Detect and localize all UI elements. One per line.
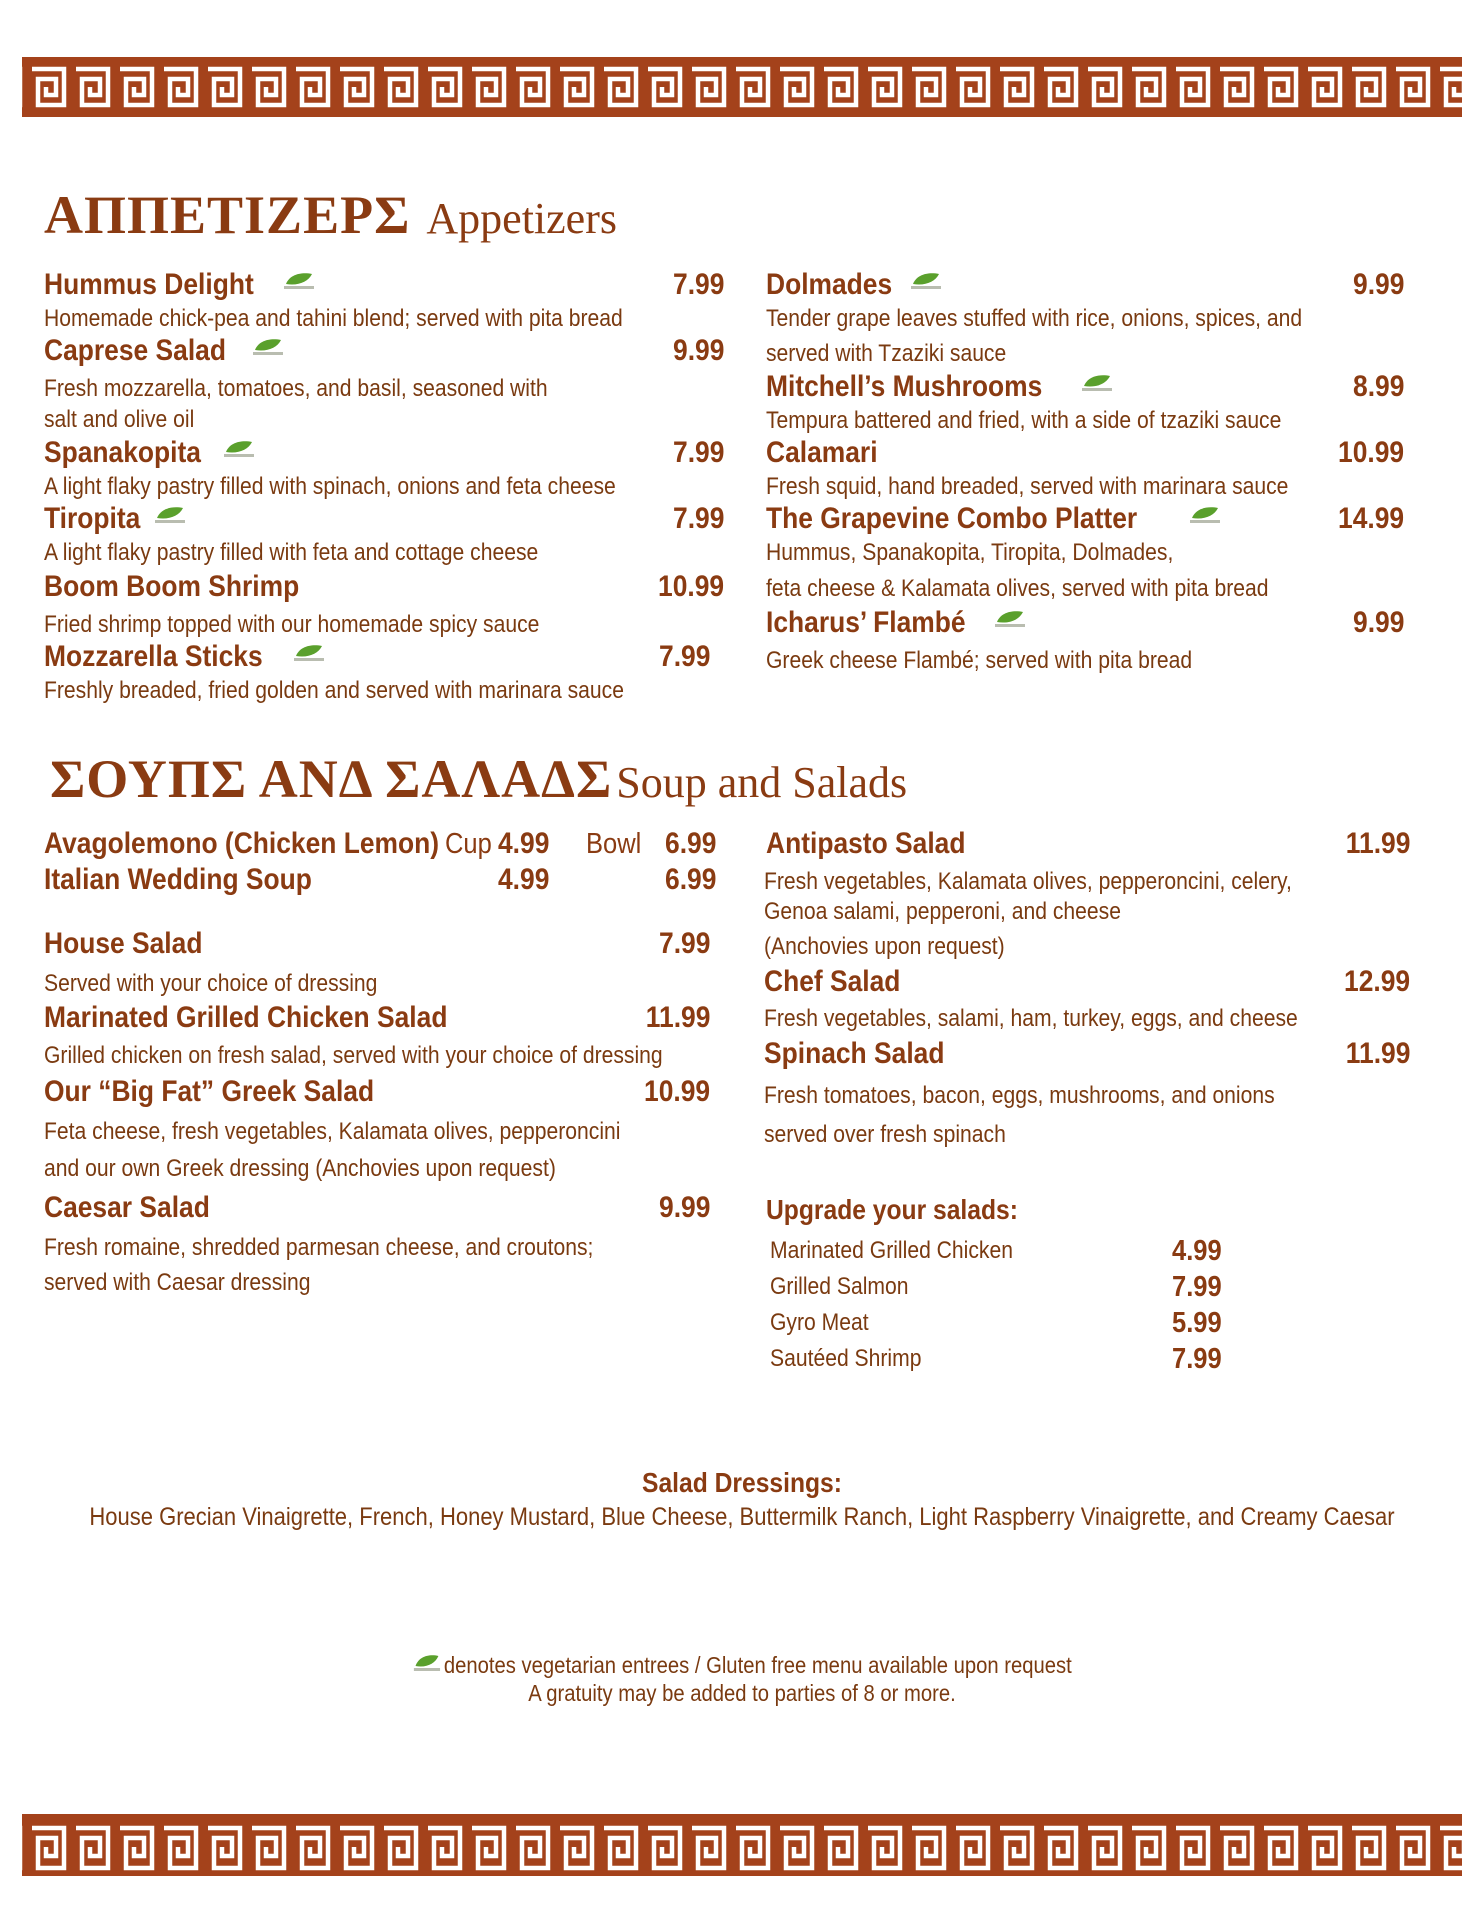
soups-salads-greek-title: ΣΟΥΠΣ ΑΝΔ ΣΑΛΑΔΣ bbox=[50, 749, 613, 809]
item-description: Tender grape leaves stuffed with rice, onions, spices, and bbox=[766, 305, 1303, 332]
item-price: 8.99 bbox=[1352, 370, 1404, 403]
menu-item bbox=[44, 436, 724, 502]
item-description: Greek cheese Flambé; served with pita bread bbox=[766, 647, 1193, 674]
item-description: A light flaky pastry filled with spinach, onions and feta cheese bbox=[44, 473, 616, 500]
leaf-icon bbox=[294, 644, 324, 662]
menu-item bbox=[44, 570, 724, 640]
item-description: Tempura battered and fried, with a side of tzaziki sauce bbox=[766, 407, 1282, 434]
greek-key-border-icon bbox=[22, 1814, 1462, 1876]
leaf-icon bbox=[253, 338, 283, 356]
item-price: 9.99 bbox=[672, 334, 724, 367]
cup-price: 4.99 bbox=[498, 827, 550, 860]
menu-item bbox=[44, 927, 716, 1001]
upgrade-title: Upgrade your salads: bbox=[766, 1194, 1018, 1225]
item-description: feta cheese & Kalamata olives, served with pita bread bbox=[766, 575, 1269, 602]
item-description: Fresh mozzarella, tomatoes, and basil, seasoned with bbox=[44, 375, 548, 402]
menu-item bbox=[44, 268, 724, 334]
menu-item bbox=[766, 502, 1404, 606]
item-name: Icharus’ Flambé bbox=[766, 606, 966, 639]
item-price: 11.99 bbox=[645, 1001, 710, 1034]
item-description: served with Tzaziki sauce bbox=[766, 340, 1007, 367]
item-description: served with Caesar dressing bbox=[44, 1269, 311, 1296]
menu-item bbox=[44, 502, 724, 570]
bowl-price: 6.99 bbox=[664, 863, 716, 896]
item-name: Mozzarella Sticks bbox=[44, 640, 263, 673]
item-price: 10.99 bbox=[1337, 436, 1404, 469]
item-name: Chef Salad bbox=[764, 965, 901, 998]
item-price: 9.99 bbox=[1352, 606, 1404, 639]
item-name: Antipasto Salad bbox=[766, 827, 966, 860]
item-name: Boom Boom Shrimp bbox=[44, 570, 300, 603]
item-price: 9.99 bbox=[1352, 268, 1404, 301]
greek-key-border-bottom bbox=[22, 1814, 1462, 1876]
upgrade-row bbox=[764, 1233, 1410, 1269]
item-name: The Grapevine Combo Platter bbox=[766, 502, 1138, 535]
item-name: Mitchell’s Mushrooms bbox=[766, 370, 1043, 403]
item-description: salt and olive oil bbox=[44, 406, 195, 433]
item-description: Served with your choice of dressing bbox=[44, 970, 378, 997]
menu-item bbox=[766, 370, 1404, 436]
upgrade-price: 5.99 bbox=[1172, 1307, 1222, 1339]
item-description: Fresh romaine, shredded parmesan cheese, and croutons; bbox=[44, 1234, 594, 1261]
item-description: Grilled chicken on fresh salad, served with your choice of dressing bbox=[44, 1042, 663, 1069]
item-price: 7.99 bbox=[658, 640, 710, 673]
leaf-icon bbox=[414, 1654, 440, 1672]
item-description: Freshly breaded, fried golden and served with marinara sauce bbox=[44, 677, 624, 704]
soups-salads-right-column bbox=[764, 827, 1410, 1377]
appetizers-greek-title: ΑΠΠΕΤΙΖΕΡΣ bbox=[44, 185, 411, 245]
menu-item bbox=[766, 606, 1404, 672]
leaf-icon bbox=[1082, 374, 1112, 392]
upgrade-salads bbox=[764, 1193, 1410, 1377]
item-description: Hummus, Spanakopita, Tiropita, Dolmades, bbox=[766, 539, 1174, 566]
upgrade-price: 4.99 bbox=[1172, 1235, 1222, 1267]
menu-item bbox=[766, 268, 1404, 370]
greek-key-border-top bbox=[22, 57, 1462, 117]
veg-note-line bbox=[89, 1650, 1395, 1680]
item-price: 14.99 bbox=[1337, 502, 1404, 535]
cup-label: Cup bbox=[445, 828, 492, 860]
item-description: Genoa salami, pepperoni, and cheese bbox=[764, 898, 1121, 925]
item-price: 12.99 bbox=[1343, 965, 1410, 998]
gratuity-note: A gratuity may be added to parties of 8 or more. bbox=[528, 1680, 956, 1706]
item-name: Dolmades bbox=[766, 268, 893, 301]
footer-notes bbox=[0, 1650, 1484, 1706]
item-price: 11.99 bbox=[1345, 827, 1410, 860]
item-name: House Salad bbox=[44, 927, 203, 960]
greek-key-border-icon bbox=[22, 57, 1462, 117]
item-price: 7.99 bbox=[672, 268, 724, 301]
item-description: served over fresh spinach bbox=[764, 1121, 1006, 1148]
item-description: Feta cheese, fresh vegetables, Kalamata olives, pepperoncini bbox=[44, 1118, 621, 1145]
leaf-icon bbox=[155, 506, 185, 524]
item-description: Fresh tomatoes, bacon, eggs, mushrooms, and onions bbox=[764, 1082, 1275, 1109]
soup-name: Avagolemono (Chicken Lemon) bbox=[44, 827, 440, 860]
item-name: Spanakopita bbox=[44, 436, 201, 469]
item-name: Caesar Salad bbox=[44, 1191, 210, 1224]
item-price: 7.99 bbox=[672, 436, 724, 469]
appetizers-right-column bbox=[766, 268, 1404, 672]
item-description: Fried shrimp topped with our homemade spicy sauce bbox=[44, 611, 540, 638]
upgrade-price: 7.99 bbox=[1172, 1343, 1222, 1375]
upgrade-name: Gyro Meat bbox=[770, 1309, 869, 1336]
item-price: 7.99 bbox=[658, 927, 710, 960]
leaf-icon bbox=[911, 272, 941, 290]
soup-row bbox=[44, 827, 716, 863]
item-price: 7.99 bbox=[672, 502, 724, 535]
appetizers-english-title: Appetizers bbox=[426, 194, 617, 243]
menu-item bbox=[764, 1037, 1410, 1193]
item-price: 9.99 bbox=[658, 1191, 710, 1224]
menu-item bbox=[44, 334, 724, 436]
item-price: 10.99 bbox=[657, 570, 724, 603]
menu-item bbox=[44, 1001, 716, 1075]
item-name: Caprese Salad bbox=[44, 334, 226, 367]
dressings-list: House Grecian Vinaigrette, French, Honey Mustard, Blue Cheese, Buttermilk Ranch, Light Raspberry Vinaigrette, and Creamy Caesar bbox=[89, 1503, 1395, 1531]
soup-name: Italian Wedding Soup bbox=[44, 863, 312, 896]
menu-item bbox=[44, 1191, 716, 1301]
veg-note: denotes vegetarian entrees / Gluten free menu available upon request bbox=[443, 1652, 1072, 1678]
menu-item bbox=[44, 1075, 716, 1191]
appetizers-heading bbox=[44, 184, 617, 246]
leaf-icon bbox=[1190, 506, 1220, 524]
appetizers-left-column bbox=[44, 268, 724, 706]
item-description: and our own Greek dressing (Anchovies upon request) bbox=[44, 1155, 556, 1182]
item-name: Calamari bbox=[766, 436, 878, 469]
bowl-price: 6.99 bbox=[664, 827, 716, 860]
item-description: Fresh vegetables, salami, ham, turkey, eggs, and cheese bbox=[764, 1005, 1298, 1032]
item-name: Marinated Grilled Chicken Salad bbox=[44, 1001, 448, 1034]
cup-price: 4.99 bbox=[498, 863, 550, 896]
item-name: Tiropita bbox=[44, 502, 141, 535]
leaf-icon bbox=[284, 272, 314, 290]
bowl-label: Bowl bbox=[586, 828, 642, 860]
upgrade-row bbox=[764, 1305, 1410, 1341]
leaf-icon bbox=[224, 440, 254, 458]
menu-item bbox=[764, 827, 1410, 965]
upgrade-row bbox=[764, 1341, 1410, 1377]
soup-row bbox=[44, 863, 716, 927]
upgrade-name: Grilled Salmon bbox=[770, 1273, 909, 1300]
item-name: Hummus Delight bbox=[44, 268, 254, 301]
item-name: Spinach Salad bbox=[764, 1037, 945, 1070]
item-description: Homemade chick-pea and tahini blend; served with pita bread bbox=[44, 305, 623, 332]
item-description: Fresh vegetables, Kalamata olives, pepperoncini, celery, bbox=[764, 868, 1292, 895]
soups-salads-heading bbox=[50, 748, 907, 810]
item-price: 10.99 bbox=[643, 1075, 710, 1108]
item-name: Our “Big Fat” Greek Salad bbox=[44, 1075, 375, 1108]
upgrade-name: Sautéed Shrimp bbox=[770, 1345, 922, 1372]
upgrade-row bbox=[764, 1269, 1410, 1305]
menu-item bbox=[764, 965, 1410, 1037]
soups-salads-left-column bbox=[44, 827, 716, 1301]
item-description: Fresh squid, hand breaded, served with marinara sauce bbox=[766, 473, 1289, 500]
item-description: (Anchovies upon request) bbox=[764, 933, 1005, 960]
upgrade-name: Marinated Grilled Chicken bbox=[770, 1237, 1013, 1264]
dressings-title: Salad Dressings: bbox=[642, 1467, 842, 1498]
menu-item bbox=[44, 640, 724, 706]
leaf-icon bbox=[995, 610, 1025, 628]
soups-salads-english-title: Soup and Salads bbox=[616, 758, 908, 807]
menu-item bbox=[766, 436, 1404, 502]
item-price: 11.99 bbox=[1345, 1037, 1410, 1070]
upgrade-price: 7.99 bbox=[1172, 1271, 1222, 1303]
item-description: A light flaky pastry filled with feta and cottage cheese bbox=[44, 539, 539, 566]
salad-dressings bbox=[0, 1466, 1484, 1534]
